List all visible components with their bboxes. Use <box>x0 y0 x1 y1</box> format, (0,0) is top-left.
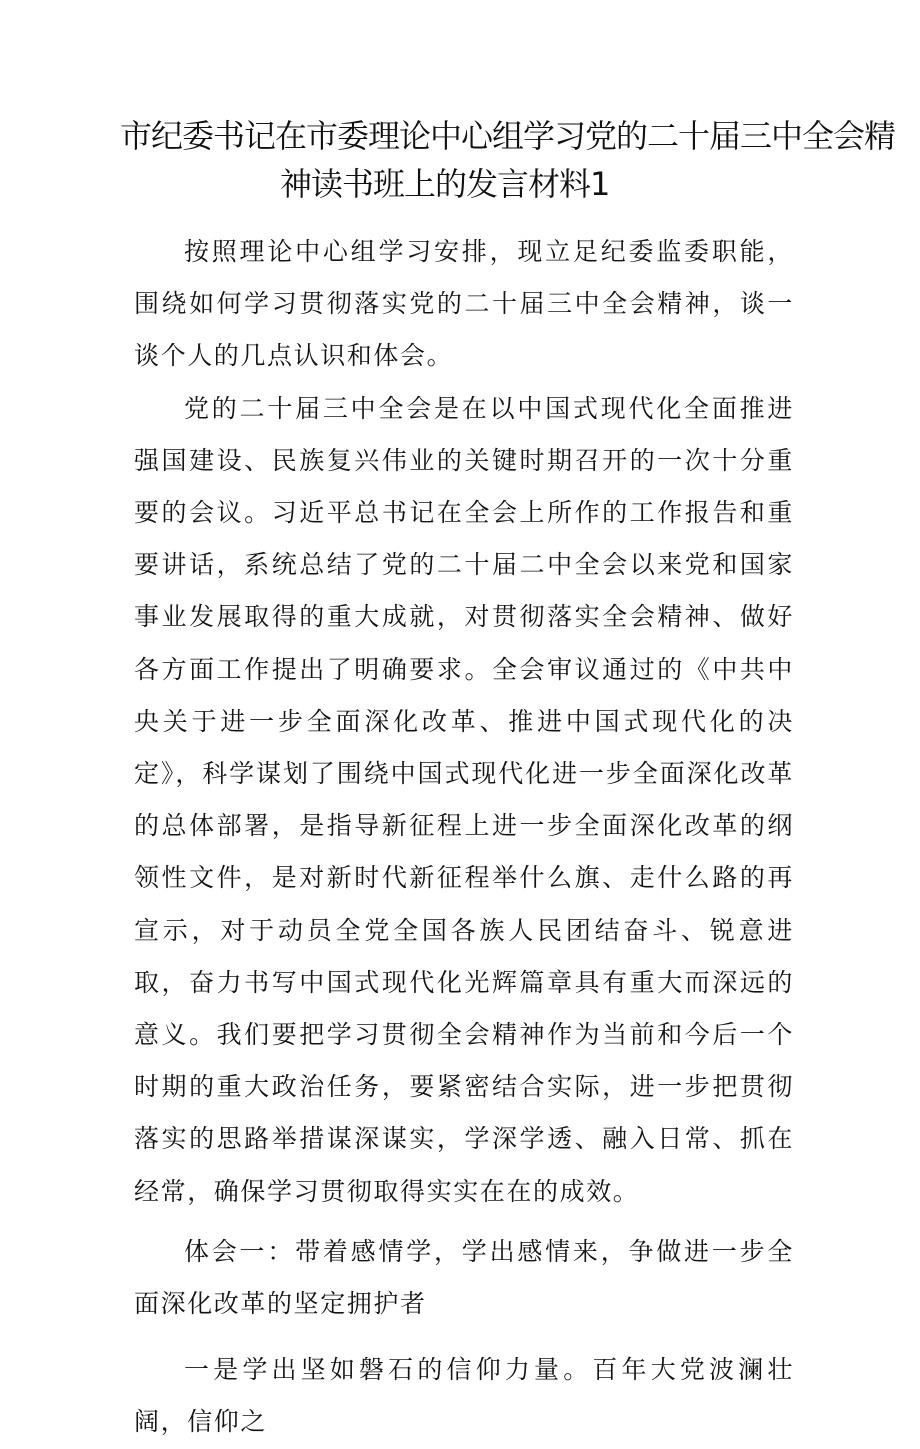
paragraph-intro: 按照理论中心组学习安排，现立足纪委监委职能，围绕如何学习贯彻落实党的二十届三中全会精神，谈一谈个人的几点认识和体会。 <box>134 237 794 371</box>
document-title <box>120 112 896 208</box>
paragraph-point-1: 一是学出坚如磐石的信仰力量。百年大党波澜壮阔，信仰之 <box>134 1355 794 1437</box>
title-line-2: 神读书班上的发言材料1 <box>280 165 610 203</box>
title-line-1: 市纪委书记在市委理论中心组学习党的二十届三中全会精 <box>120 117 896 155</box>
paragraph-background: 党的二十届三中全会是在以中国式现代化全面推进强国建设、民族复兴伟业的关键时期召开的一次十分重要的会议。习近平总书记在全会上所作的工作报告和重要讲话，系统总结了党的二十届二中全会以来党和国家事业发展取得的重大成就，对贯彻落实全会精神、做好各方面工作提出了明确要求。全会审议通过的《中共中央关于进一步全面深化改革、推进中国式现代化的决定》，科学谋划了围绕中国式现代化进一步全面深化改革的总体部署，是指导新征程上进一步全面深化改革的纲领性文件，是对新时代新征程举什么旗、走什么路的再宣示，对于动员全党全国各族人民团结奋斗、锐意进取，奋力书写中国式现代化光辉篇章具有重大而深远的意义。我们要把学习贯彻全会精神作为当前和今后一个时期的重大政治任务，要紧密结合实际，进一步把贯彻落实的思路举措谋深谋实，学深学透、融入日常、抓在经常，确保学习贯彻取得实实在在的成效。 <box>134 393 794 1206</box>
document-body <box>134 226 794 1449</box>
section-heading-1: 体会一：带着感情学，学出感情来，争做进一步全面深化改革的坚定拥护者 <box>134 1236 794 1319</box>
